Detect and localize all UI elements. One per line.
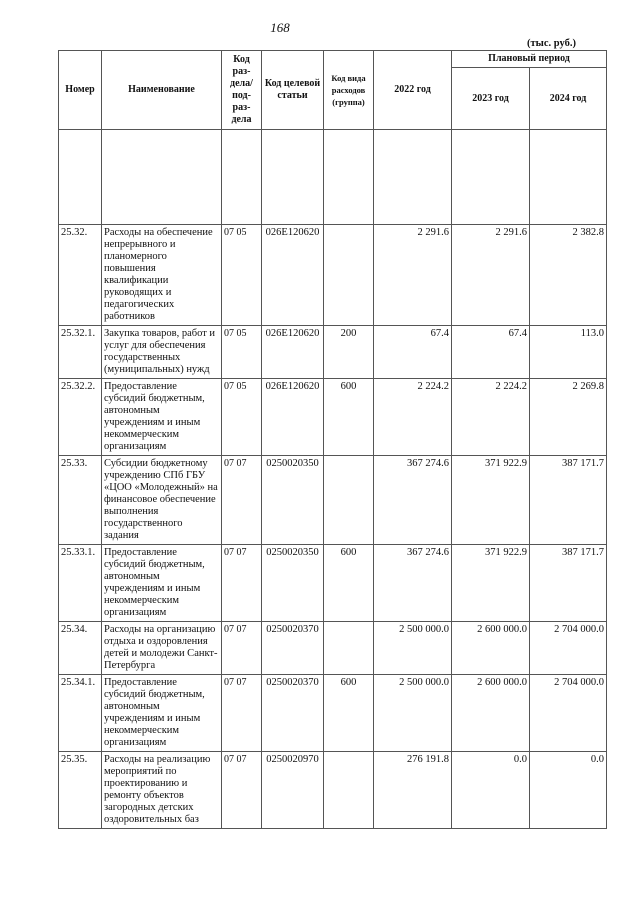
cell-v2022: 2 224.2 [374, 379, 452, 456]
cell-v2024: 0.0 [530, 752, 607, 829]
cell-name: Закупка товаров, работ и услуг для обеспечения государственных (муниципальных) нужд [102, 326, 222, 379]
cell-type [324, 456, 374, 545]
header-section: Код раз-дела/ под-раз-дела [222, 51, 262, 130]
cell-sec: 07 07 [222, 545, 262, 622]
page-number: 168 [270, 20, 290, 35]
cell-v2024: 2 704 000.0 [530, 622, 607, 675]
header-2022: 2022 год [374, 51, 452, 130]
cell-v2024: 2 382.8 [530, 225, 607, 326]
cell-sec: 07 07 [222, 752, 262, 829]
header-target: Код целевой статьи [262, 51, 324, 130]
cell-v2024: 387 171.7 [530, 456, 607, 545]
table-row [59, 545, 607, 622]
cell-num: 25.35. [59, 752, 102, 829]
cell-name: Субсидии бюджетному учреждению СПб ГБУ «ЦОО «Молодежный» на финансовое обеспечение выполнения государственного задания [102, 456, 222, 545]
cell-num: 25.34.1. [59, 675, 102, 752]
cell-name: Предоставление субсидий бюджетным, автономным учреждениям и иным некоммерческим организациям [102, 545, 222, 622]
cell-v2022: 2 500 000.0 [374, 622, 452, 675]
cell-target: 0250020370 [262, 622, 324, 675]
table-row [59, 379, 607, 456]
cell-sec: 07 07 [222, 675, 262, 752]
cell-name: Расходы на организацию отдыха и оздоровления детей и молодежи Санкт-Петербурга [102, 622, 222, 675]
table-row [59, 752, 607, 829]
cell-type: 600 [324, 545, 374, 622]
cell-target: 026Е120620 [262, 326, 324, 379]
table-row [59, 326, 607, 379]
cell-target: 026Е120620 [262, 225, 324, 326]
cell-type [324, 752, 374, 829]
cell-type: 600 [324, 379, 374, 456]
cell-name: Предоставление субсидий бюджетным, автономным учреждениям и иным некоммерческим организациям [102, 675, 222, 752]
cell-v2022: 367 274.6 [374, 545, 452, 622]
cell-type [324, 225, 374, 326]
cell-num: 25.33. [59, 456, 102, 545]
cell-v2024: 387 171.7 [530, 545, 607, 622]
table-row [59, 675, 607, 752]
cell-sec: 07 05 [222, 326, 262, 379]
cell-v2022: 2 291.6 [374, 225, 452, 326]
cell-v2022: 367 274.6 [374, 456, 452, 545]
cell-sec: 07 05 [222, 225, 262, 326]
cell-name: Предоставление субсидий бюджетным, автономным учреждениям и иным некоммерческим организациям [102, 379, 222, 456]
cell-num: 25.34. [59, 622, 102, 675]
header-2024: 2024 год [530, 68, 607, 130]
cell-v2024: 2 704 000.0 [530, 675, 607, 752]
cell-v2024: 2 269.8 [530, 379, 607, 456]
cell-name: Расходы на обеспечение непрерывного и планомерного повышения квалификации руководящих и педагогических работников [102, 225, 222, 326]
units-label: (тыс. руб.) [527, 38, 576, 49]
cell-target: 0250020970 [262, 752, 324, 829]
cell-num: 25.33.1. [59, 545, 102, 622]
cell-num: 25.32.1. [59, 326, 102, 379]
cell-sec: 07 07 [222, 622, 262, 675]
cell-sec: 07 07 [222, 456, 262, 545]
header-number: Номер [59, 51, 102, 130]
cell-v2022: 67.4 [374, 326, 452, 379]
budget-table [58, 50, 607, 829]
cell-v2022: 2 500 000.0 [374, 675, 452, 752]
header-type: Код вида расходов (группа) [324, 51, 374, 130]
cell-target: 0250020350 [262, 545, 324, 622]
cell-v2023: 371 922.9 [452, 456, 530, 545]
cell-sec: 07 05 [222, 379, 262, 456]
cell-v2022: 276 191.8 [374, 752, 452, 829]
cell-target: 0250020350 [262, 456, 324, 545]
header-name: Наименование [102, 51, 222, 130]
cell-v2024: 113.0 [530, 326, 607, 379]
cell-v2023: 67.4 [452, 326, 530, 379]
cell-num: 25.32.2. [59, 379, 102, 456]
cell-v2023: 371 922.9 [452, 545, 530, 622]
cell-v2023: 2 291.6 [452, 225, 530, 326]
cell-v2023: 2 600 000.0 [452, 675, 530, 752]
table-row [59, 456, 607, 545]
table-row [59, 622, 607, 675]
cell-num: 25.32. [59, 225, 102, 326]
header-plan: Плановый период [452, 51, 607, 68]
cell-type: 600 [324, 675, 374, 752]
header-2023: 2023 год [452, 68, 530, 130]
cell-v2023: 2 224.2 [452, 379, 530, 456]
cell-type [324, 622, 374, 675]
cell-v2023: 0.0 [452, 752, 530, 829]
table-row [59, 225, 607, 326]
cell-target: 0250020370 [262, 675, 324, 752]
cell-type: 200 [324, 326, 374, 379]
cell-name: Расходы на реализацию мероприятий по проектированию и ремонту объектов загородных детских оздоровительных баз [102, 752, 222, 829]
cell-target: 026Е120620 [262, 379, 324, 456]
cell-v2023: 2 600 000.0 [452, 622, 530, 675]
